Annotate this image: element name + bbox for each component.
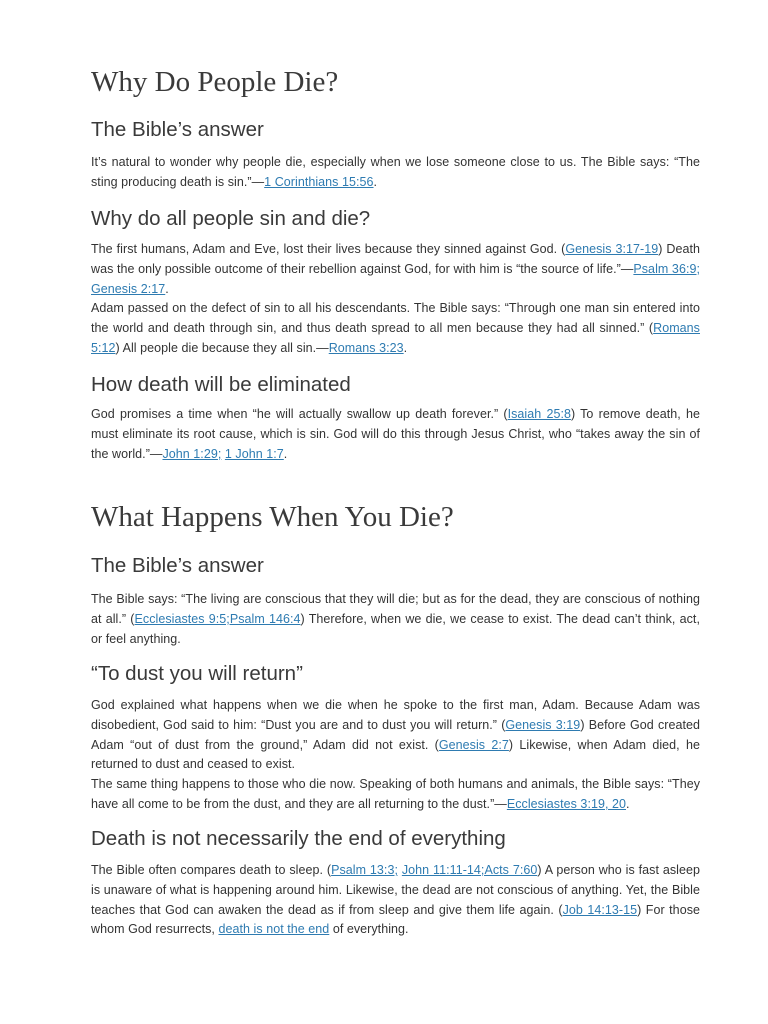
link-ecclesiastes-3-19-20[interactable]: Ecclesiastes 3:19, 20 [506,796,627,811]
paragraph-compares-death-to-sleep: The Bible often compares death to sleep. (Psalm 13:3; John 11:11-14;Acts 7:60) A person who is fast asleep is unaware of what is happening around him. Likewise, the dead are not conscious of anything. Yet, the Bible teaches that God can awaken the dead as if from sleep and give them life again. (Job 14:13-15) For those whom God resurrects, death is not the end of everything. [91,863,700,937]
heading-bibles-answer-2: The Bible’s answer [91,554,264,577]
paragraph-living-are-conscious: The Bible says: “The living are conscious that they will die; but as for the dead, they are conscious of nothing at all.” (Ecclesiastes 9:5;Psalm 146:4) Therefore, when we die, we cease to exist. The dead can’t think, act, or feel anything. [91,592,700,646]
paragraph-natural-to-wonder: It’s natural to wonder why people die, especially when we lose someone close to us. The Bible says: “The sting producing death is sin.”—1 Corinthians 15:56. [91,155,700,189]
link-psalm-13-3[interactable]: Psalm 13:3; [331,863,398,877]
paragraph-god-explained: God explained what happens when we die when he spoke to the first man, Adam. Because Adam was disobedient, God said to him: “Dust you are and to dust you will return.” (Genesis 3:19) Before God created Adam “out of dust from the ground,” Adam did not exist. (Genesis 2:7) Likewise, when Adam died, he returned to dust and ceased to exist. [91,698,700,772]
paragraph-first-humans: The first humans, Adam and Eve, lost their lives because they sinned against God. (Genesis 3:17-19) Death was the only possible outcome of their rebellion against God, for with him is “the source of life.”—Psalm 36:9; Genesis 2:17. [91,242,700,296]
link-genesis-3-17-19[interactable]: Genesis 3:17-19 [565,242,659,256]
link-psalm-36-9[interactable]: Psalm 36:9; [633,261,700,276]
link-genesis-3-19[interactable]: Genesis 3:19 [505,717,581,732]
heading-not-the-end: Death is not necessarily the end of everything [91,827,506,850]
link-1-john-1-7[interactable]: 1 John 1:7 [224,446,284,461]
link-romans-3-23[interactable]: Romans 3:23 [328,340,404,355]
sin-paragraphs [91,240,700,359]
paragraph-adam-passed-on: Adam passed on the defect of sin to all his descendants. The Bible says: “Through one man sin entered into the world and death through sin, and thus death spread to all men because they had all sinned.” (Romans 5:12) All people die because they all sin.—Romans 3:23. [91,301,700,355]
link-ecclesiastes-9-5-psalm-146-4[interactable]: Ecclesiastes 9:5;Psalm 146:4 [134,611,301,626]
section-title-what-happens: What Happens When You Die? [91,501,454,533]
link-job-14-13-15[interactable]: Job 14:13-15 [562,902,638,917]
heading-to-dust: “To dust you will return” [91,662,303,685]
link-1-corinthians-15-56[interactable]: 1 Corinthians 15:56 [264,174,374,189]
link-genesis-2-17[interactable]: Genesis 2:17 [91,281,166,296]
dust-paragraphs [91,696,700,815]
heading-bibles-answer-1: The Bible’s answer [91,118,264,141]
section-title-why-die: Why Do People Die? [91,66,339,98]
link-genesis-2-7[interactable]: Genesis 2:7 [438,737,509,752]
link-john-11-11-14-acts-7-60[interactable]: John 11:11-14;Acts 7:60 [401,863,538,877]
link-romans-5-12[interactable]: Romans 5:12 [91,321,700,355]
paragraph-god-promises: God promises a time when “he will actually swallow up death forever.” (Isaiah 25:8) To remove death, he must eliminate its root cause, which is sin. God will do this through Jesus Christ, who “takes away the sin of the world.”—John 1:29; 1 John 1:7. [91,407,700,461]
link-isaiah-25-8[interactable]: Isaiah 25:8 [507,407,571,421]
heading-why-sin-and-die: Why do all people sin and die? [91,207,371,230]
paragraph-same-thing-happens: The same thing happens to those who die now. Speaking of both humans and animals, the Bible says: “They have all come to be from the dust, and they are all returning to the dust.”—Ecclesiastes 3:19, 20. [91,777,700,811]
link-john-1-29[interactable]: John 1:29; [162,446,222,461]
heading-death-eliminated: How death will be eliminated [91,373,351,396]
link-death-is-not-the-end[interactable]: death is not the end [218,922,330,937]
